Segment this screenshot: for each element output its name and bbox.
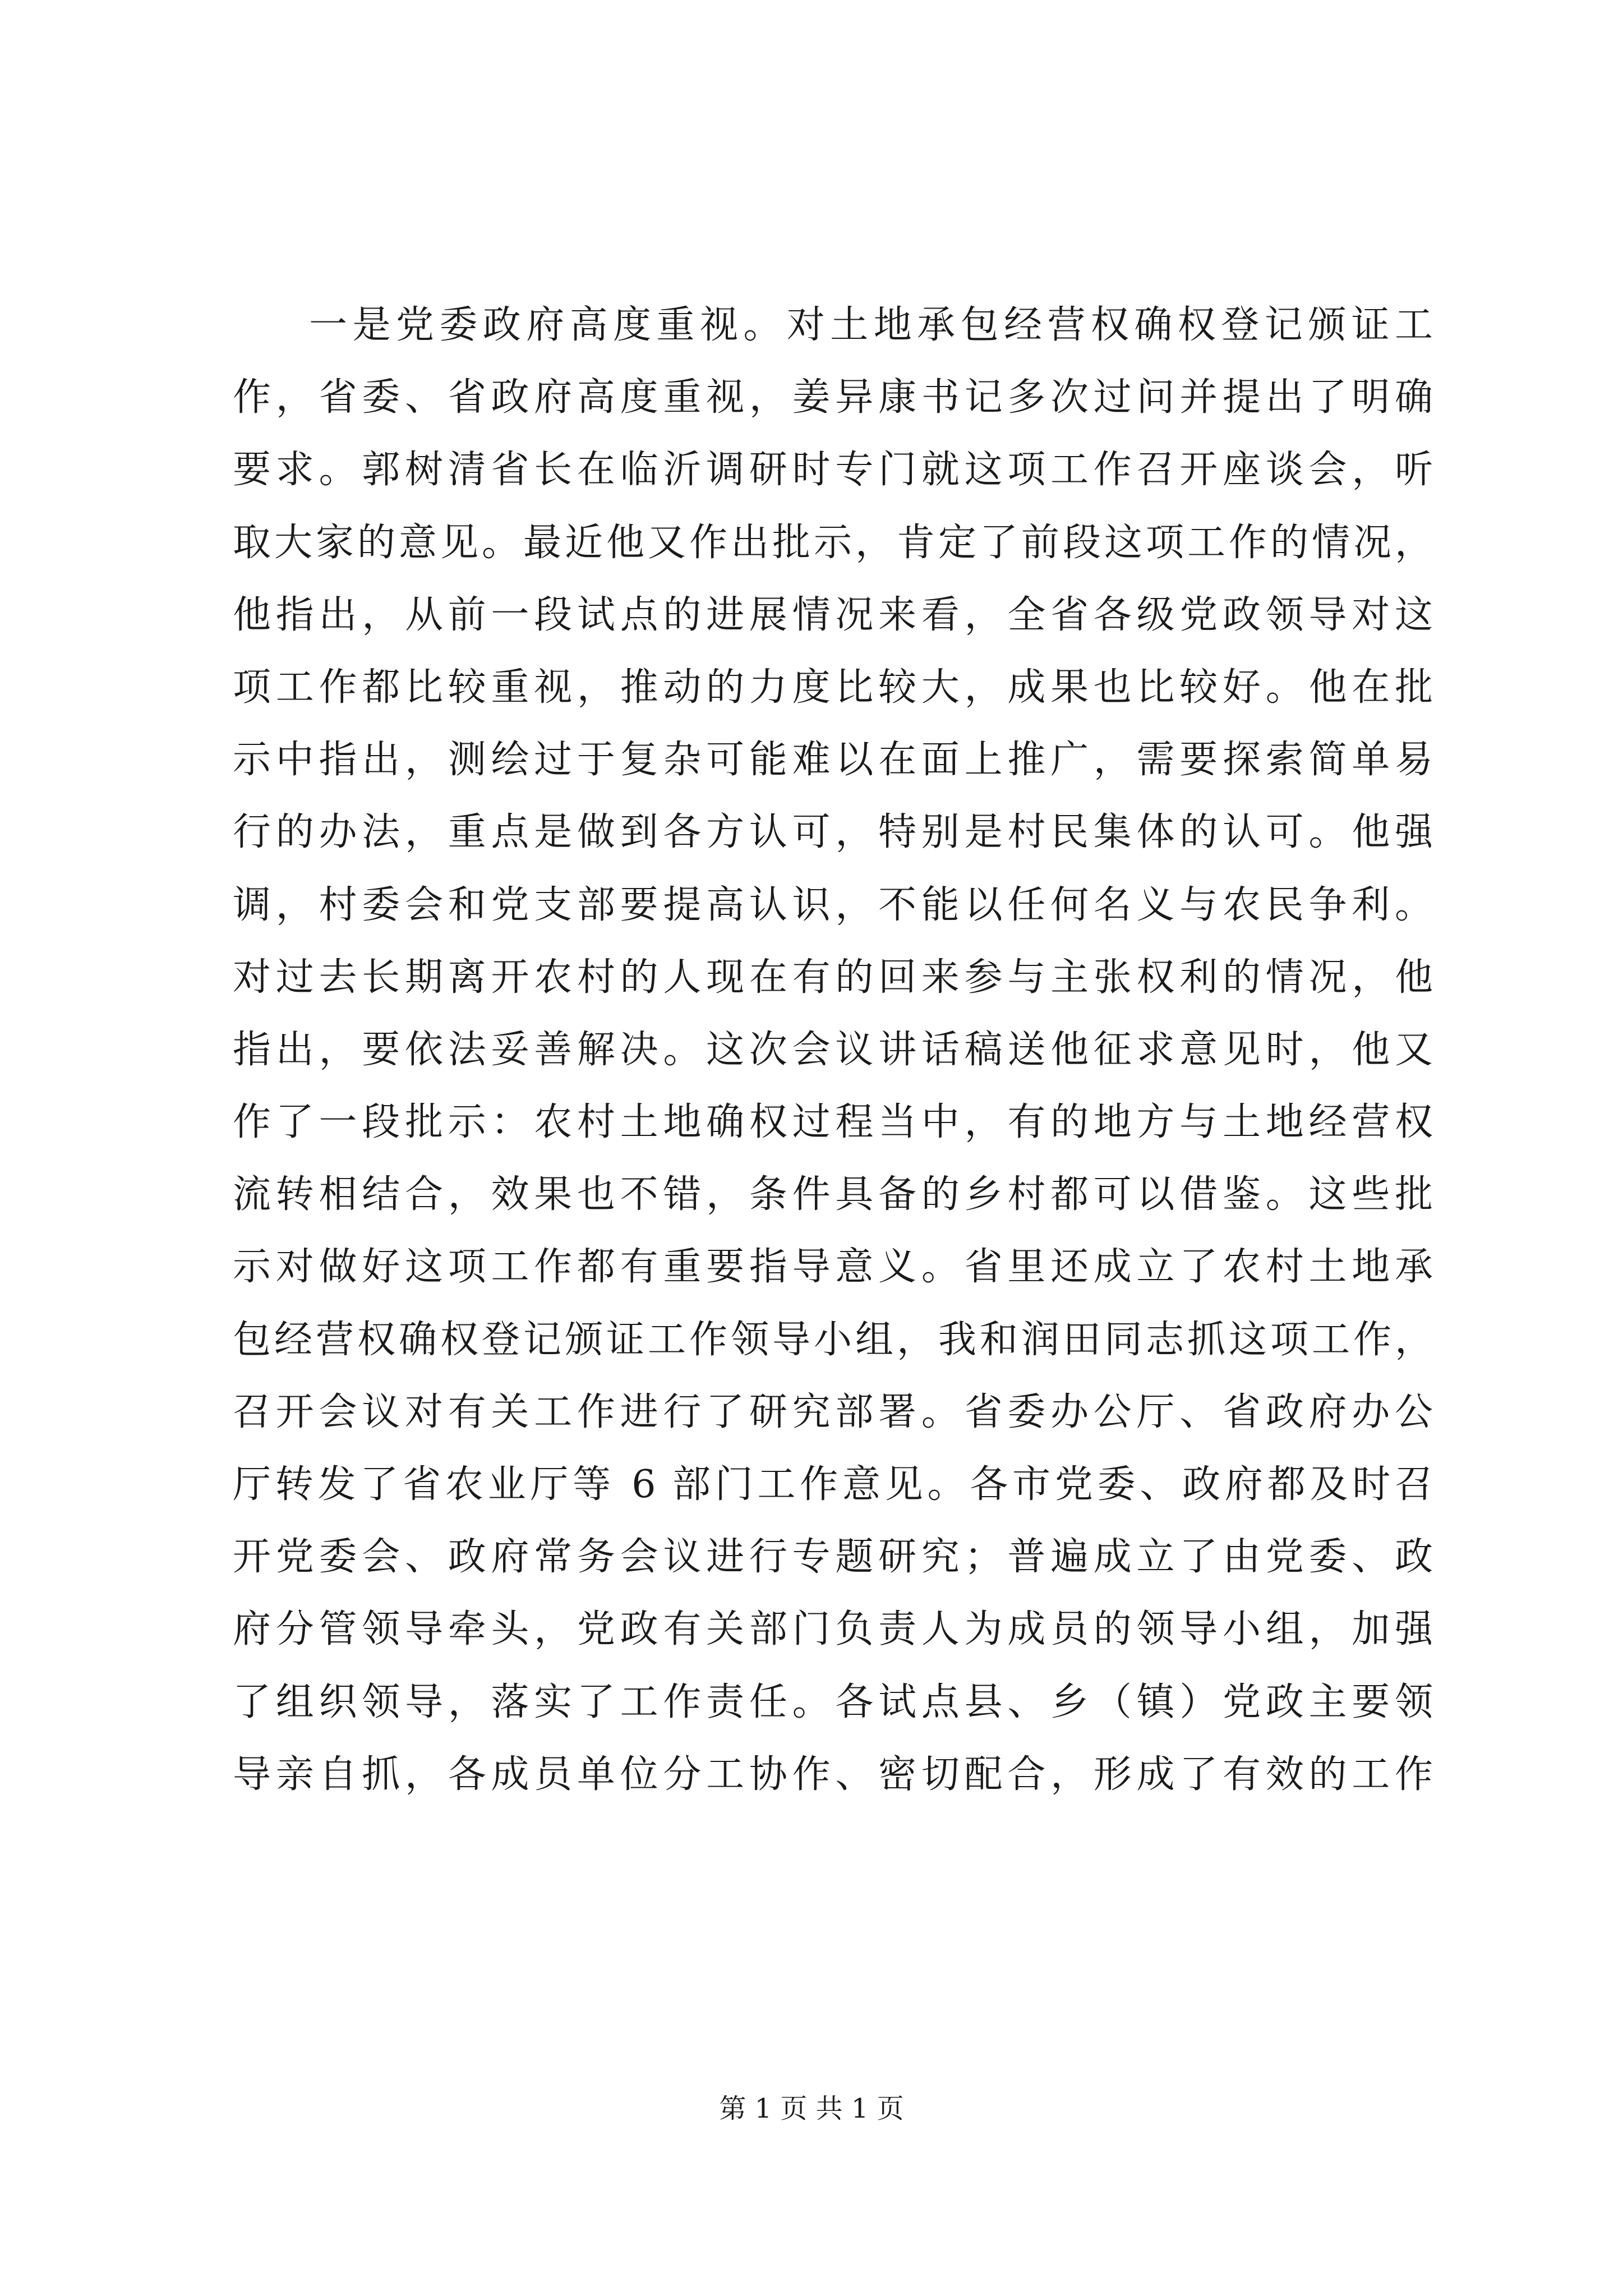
paragraph-line: 取大家的意见。最近他又作出批示，肯定了前段这项工作的情况， xyxy=(233,520,1433,565)
paragraph-line: 作，省委、省政府高度重视，姜异康书记多次过问并提出了明确 xyxy=(233,375,1433,420)
paragraph-line: 他指出，从前一段试点的进展情况来看，全省各级党政领导对这 xyxy=(233,592,1433,637)
paragraph-line: 府分管领导牵头，党政有关部门负责人为成员的领导小组，加强 xyxy=(233,1607,1433,1652)
paragraph-line: 召开会议对有关工作进行了研究部署。省委办公厅、省政府办公 xyxy=(233,1389,1433,1434)
paragraph-line: 调，村委会和党支部要提高认识，不能以任何名义与农民争利。 xyxy=(233,882,1433,927)
paragraph-line: 了组织领导，落实了工作责任。各试点县、乡（镇）党政主要领 xyxy=(233,1680,1433,1724)
page-footer: 第 1 页 共 1 页 xyxy=(719,2093,904,2124)
paragraph-line: 导亲自抓，各成员单位分工协作、密切配合，形成了有效的工作 xyxy=(233,1752,1433,1797)
paragraph-line: 指出，要依法妥善解决。这次会议讲话稿送他征求意见时，他又 xyxy=(233,1027,1433,1072)
paragraph-line: 包经营权确权登记颁证工作领导小组，我和润田同志抓这项工作， xyxy=(233,1317,1433,1362)
paragraph-line: 一是党委政府高度重视。对土地承包经营权确权登记颁证工 xyxy=(309,303,1433,347)
paragraph-line: 开党委会、政府常务会议进行专题研究；普遍成立了由党委、政 xyxy=(233,1535,1433,1580)
paragraph-line: 项工作都比较重视，推动的力度比较大，成果也比较好。他在批 xyxy=(233,665,1433,710)
paragraph-line: 对过去长期离开农村的人现在有的回来参与主张权利的情况，他 xyxy=(233,955,1433,1000)
paragraph-line: 厅转发了省农业厅等 6 部门工作意见。各市党委、政府都及时召 xyxy=(233,1462,1433,1507)
paragraph-line: 示对做好这项工作都有重要指导意义。省里还成立了农村土地承 xyxy=(233,1245,1433,1290)
paragraph-line: 要求。郭树清省长在临沂调研时专门就这项工作召开座谈会，听 xyxy=(233,448,1433,493)
paragraph-line: 行的办法，重点是做到各方认可，特别是村民集体的认可。他强 xyxy=(233,810,1433,855)
paragraph-line: 示中指出，测绘过于复杂可能难以在面上推广，需要探索简单易 xyxy=(233,738,1433,783)
body-paragraph xyxy=(233,289,1433,1811)
paragraph-line: 流转相结合，效果也不错，条件具备的乡村都可以借鉴。这些批 xyxy=(233,1172,1433,1217)
paragraph-line: 作了一段批示：农村土地确权过程当中，有的地方与土地经营权 xyxy=(233,1100,1433,1145)
